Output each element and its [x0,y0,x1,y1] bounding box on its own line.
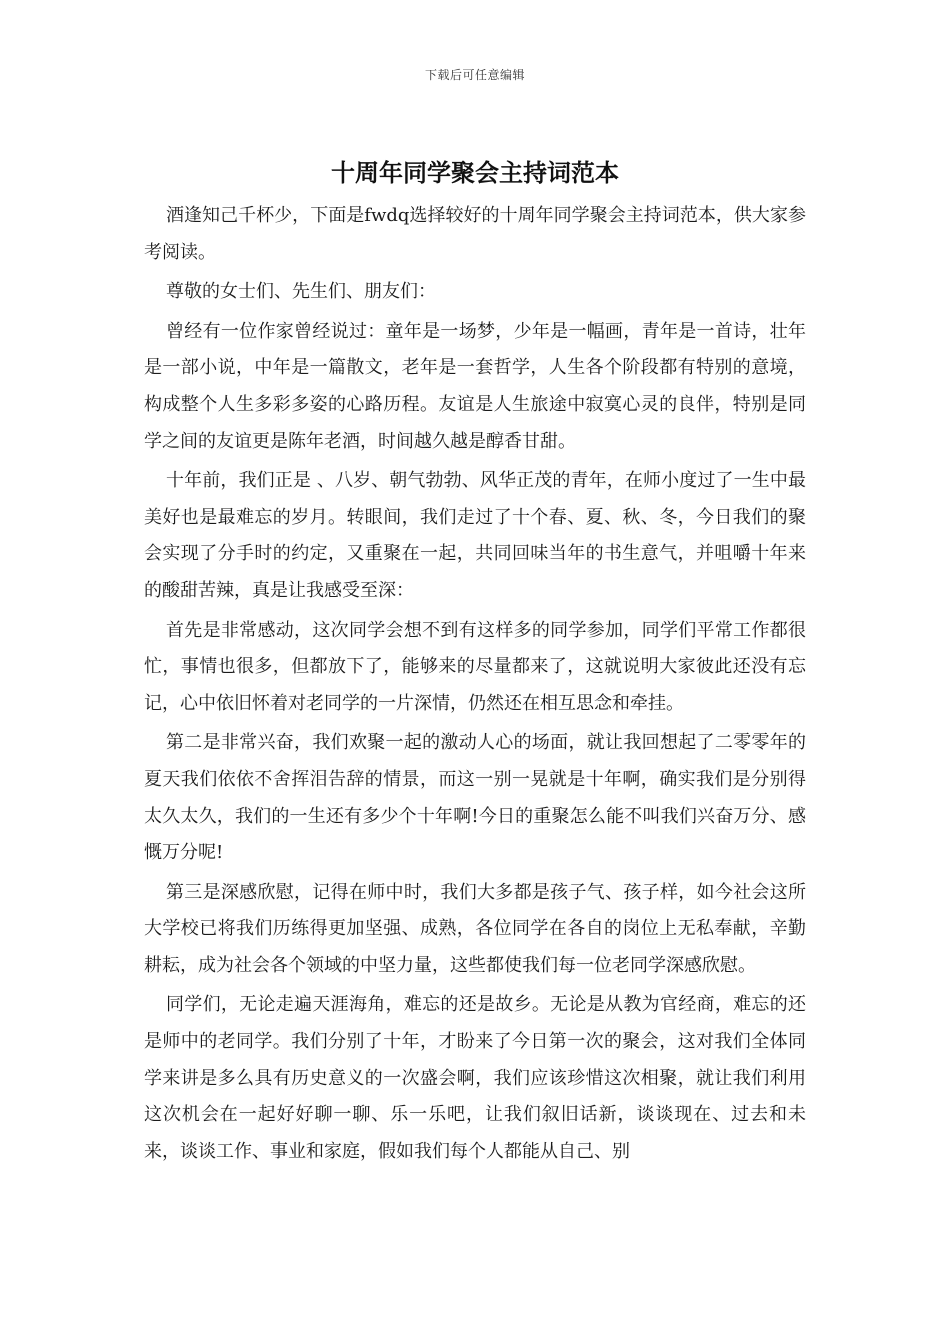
paragraph-first-moved: 首先是非常感动，这次同学会想不到有这样多的同学参加，同学们平常工作都很忙，事情也很多，但都放下了，能够来的尽量都来了，这就说明大家彼此还没有忘记，心中依旧怀着对老同学的一片深情，仍然还在相互思念和牵挂。 [144,619,806,714]
document-body [144,198,806,1173]
paragraph-ten-years-ago: 十年前，我们正是 、八岁、朝气勃勃、风华正茂的青年，在师小度过了一生中最美好也是最难忘的岁月。转眼间，我们走过了十个春、夏、秋、冬，今日我们的聚会实现了分手时的约定，又重聚在一起，共同回味当年的书生意气，并咀嚼十年来的酸甜苦辣，真是让我感受至深： [144,470,806,601]
document-title: 十周年同学聚会主持词范本 [331,158,619,187]
paragraph-intro: 酒逢知己千杯少，下面是fwdq选择较好的十周年同学聚会主持词范本，供大家参考阅读。 [144,205,806,263]
page-header-note: 下载后可任意编辑 [424,68,525,82]
paragraph-second-excited: 第二是非常兴奋，我们欢聚一起的激动人心的场面，就让我回想起了二零零年的夏天我们依依不舍挥泪告辞的情景，而这一别一晃就是十年啊，确实我们是分别得太久太久，我们的一生还有多少个十年啊!今日的重聚怎么能不叫我们兴奋万分、感慨万分呢! [144,732,806,864]
paragraph-classmates: 同学们，无论走遍天涯海角，难忘的还是故乡。无论是从教为官经商，难忘的还是师中的老同学。我们分别了十年，才盼来了今日第一次的聚会，这对我们全体同学来讲是多么具有历史意义的一次盛会啊，我们应该珍惜这次相聚，就让我们利用这次机会在一起好好聊一聊、乐一乐吧，让我们叙旧话新，谈谈现在、过去和未来，谈谈工作、事业和家庭，假如我们每个人都能从自己、别 [144,994,806,1162]
paragraph-salutation: 尊敬的女士们、先生们、朋友们： [166,281,436,303]
paragraph-quote: 曾经有一位作家曾经说过：童年是一场梦，少年是一幅画，青年是一首诗，壮年是一部小说，中年是一篇散文，老年是一套哲学，人生各个阶段都有特别的意境，构成整个人生多彩多姿的心路历程。友谊是人生旅途中寂寞心灵的良伴，特别是同学之间的友谊更是陈年老酒，时间越久越是醇香甘甜。 [144,320,806,452]
paragraph-third-gratified: 第三是深感欣慰，记得在师中时，我们大多都是孩子气、孩子样，如今社会这所大学校已将我们历练得更加坚强、成熟，各位同学在各自的岗位上无私奉献，辛勤耕耘，成为社会各个领域的中坚力量，这些都使我们每一位老同学深感欣慰。 [144,881,806,976]
